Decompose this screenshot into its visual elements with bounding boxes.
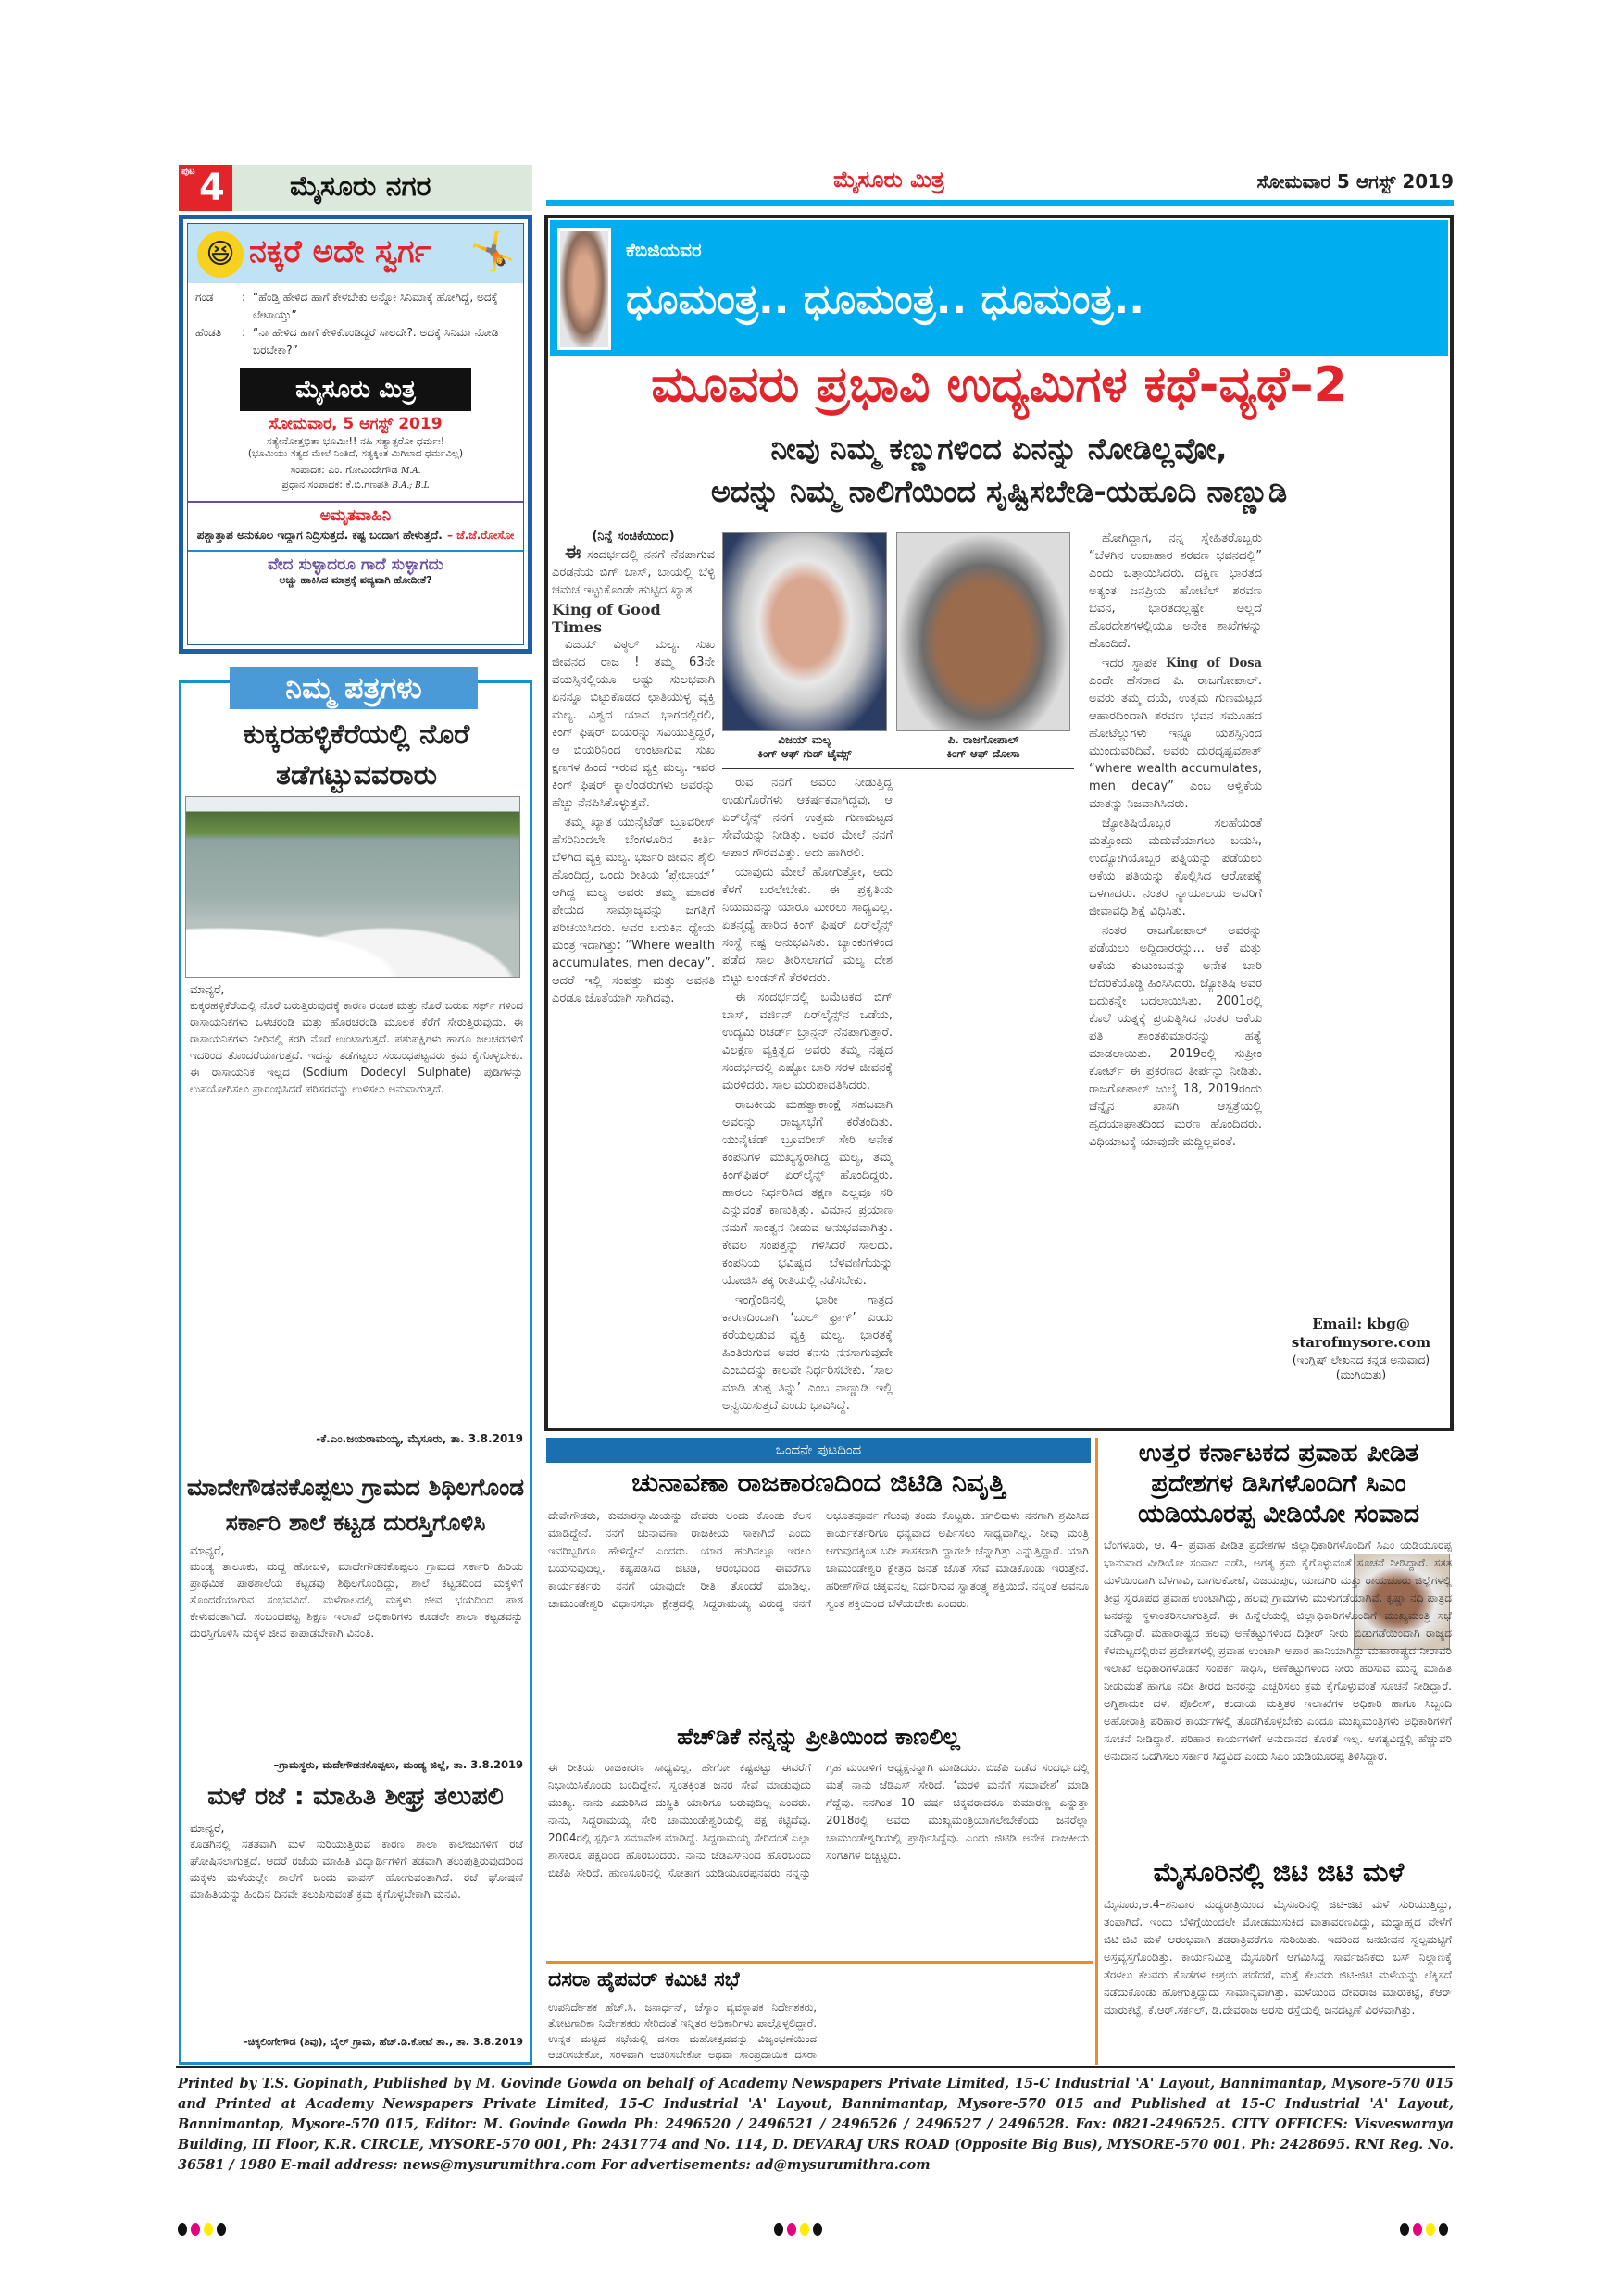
- letter-body: ಮಂಡ್ಯ ತಾಲೂಕು, ದುದ್ದ ಹೋಬಳಿ, ಮಾದೇಗೌಡನಕೊಪ್ಪಲು ಗ್ರಾಮದ ಸರ್ಕಾರಿ ಹಿರಿಯ ಪ್ರಾಥಮಿಕ ಪಾಠಶಾಲೆಯ ಕಟ್ಟಡವು ಶಿಥಿಲಗೊಂಡಿದ್ದು, ಶಾಲೆ ಕಟ್ಟಡದಿಂದ ಮಕ್ಕಳಿಗೆ ತೊಂದರೆಯಾಗುವ ಸಂಭವವಿದೆ. ಮಳೆಗಾಲದಲ್ಲಿ ಮಕ್ಕಳು ಜೀವ ಭಯದಿಂದ ಪಾಠ ಕೇಳುವಂತಾಗಿದೆ. ಸಂಬಂಧಪಟ್ಟ ಶಿಕ್ಷಣ ಇಲಾಖೆ ಅಧಿಕಾರಿಗಳು ಕೂಡಲೇ ಶಾಲಾ ಕಟ್ಟಡವನ್ನು ದುರಸ್ತಿಗೊಳಿಸಿ ಮಕ್ಕಳ ಜೀವ ಕಾಪಾಡಬೇಕಾಗಿ ವಿನಂತಿ.: [190, 1560, 523, 1640]
- proverb-text: ಅಚ್ಚು ಹಾಕಿಸಿದ ಮಾತ್ರಕ್ಕೆ ಪದ್ಯವಾಗಿ ಹೋದೀತೆ?: [279, 574, 432, 586]
- paragraph: ರುವ ನನಗೆ ಅವರು ನೀಡುತ್ತಿದ್ದ ಉಡುಗೊರೆಗಳು ಆಕರ್ಷಕವಾಗಿದ್ದವು. ಆ ಏರ್‌ಲೈನ್ಸ್ ನನಗೆ ಉತ್ತಮ ಗುಣಮಟ್ಟದ ಸೇವೆಯನ್ನು ನೀಡಿತ್ತು. ಅವರ ಮೇಲೆ ನನಗೆ ಅಪಾರ ಗೌರವವಿತ್ತು. ಅದು ಹಾಗಿರಲಿ.: [722, 776, 893, 860]
- chief-editor: ಪ್ರಧಾನ ಸಂಪಾದಕ: ಕೆ.ಬಿ.ಗಣಪತಿ: [281, 479, 389, 491]
- motto-translation: (ಭೂಮಿಯು ಸತ್ಯದ ಮೇಲೆ ನಿಂತಿದೆ, ಸತ್ಯಕ್ಕಿಂತ ಮಿಗಿಲಾದ ಧರ್ಮವಿಲ್ಲ): [247, 448, 464, 459]
- columnist-photo: [557, 228, 611, 350]
- vijay-mallya-photo: [722, 532, 887, 731]
- editor: ಸಂಪಾದಕ: ಎಂ. ಗೋವಿಂದೇಗೌಡ: [290, 464, 398, 476]
- header-date: ಸೋಮವಾರ 5 ಆಗಸ್ಟ್ 2019: [1256, 170, 1454, 193]
- letter-headline: ಮಾದೇಗೌಡನಕೊಪ್ಪಲು ಗ್ರಾಮದ ಶಿಥಿಲಗೊಂಡ ಸರ್ಕಾರಿ ಶಾಲೆ ಕಟ್ಟಡ ದುರಸ್ತಿಗೊಳಿಸಿ: [186, 1474, 525, 1536]
- paragraph: ಇಂಗ್ಲೆಂಡಿನಲ್ಲಿ ಭಾರೀ ಗಾತ್ರದ ಕಾರಣದಿಂದಾಗಿ ‘ಬುಲ್ ಫ್ರಾಗ್’ ಎಂದು ಕರೆಯಲ್ಪಡುವ ವ್ಯಕ್ತಿ ಮಲ್ಯ. ಭಾರತಕ್ಕೆ ಹಿಂತಿರುಗುವ ಅವರ ಕನಸು ನನಸಾಗುವುದೇ ಎಂಬುದನ್ನು ಕಾಲವೇ ನಿರ್ಧರಿಸಬೇಕು. ‘ಸಾಲ ಮಾಡಿ ತುಪ್ಪ ತಿನ್ನು’ ಎಂಬ ನಾಣ್ಣುಡಿ ಇಲ್ಲಿ ಅನ್ವಯಿಸುತ್ತದೆ ಎಂದು ಭಾವಿಸಿದ್ದೆ.: [722, 1293, 893, 1413]
- amrutavahini-title: ಅಮೃತವಾಹಿನಿ: [319, 506, 392, 525]
- letter-signature: -ಕೆ.ಎಂ.ಜಯರಾಮಯ್ಯ, ಮೈಸೂರು, ತಾ. 3.8.2019: [316, 1432, 523, 1445]
- letter-headline: ಮಳೆ ರಜೆ : ಮಾಹಿತಿ ಶೀಘ್ರ ತಲುಪಲಿ: [207, 1782, 504, 1811]
- story-body-continued: [822, 1968, 1089, 2063]
- story-body: ಮೈಸೂರು,ಆ.4–ಶನಿವಾರ ಮಧ್ಯರಾತ್ರಿಯಿಂದ ಮೈಸೂರಿನಲ್ಲಿ ಜಿಟಿ-ಜಿಟಿ ಮಳೆ ಸುರಿಯುತ್ತಿದ್ದು, ತಂಪಾಗಿದೆ. ಇಂದು ಬೆಳಿಗ್ಗೆಯಿಂದಲೇ ಮೋಡಮುಸುಕಿದ ವಾತಾವರಣವಿದ್ದು, ಮಧ್ಯಾಹ್ನದ ವೇಳೆಗೆ ಜಿಟಿ-ಜಿಟಿ ಮಳೆ ಆರಂಭವಾಗಿ ತಡರಾತ್ರಿವರೆಗೂ ಸುರಿಯಿತು. ಇದರಿಂದ ಜನಜೀವನ ಸ್ವಲ್ಪಮಟ್ಟಿಗೆ ಅಸ್ತವ್ಯಸ್ತಗೊಂಡಿತ್ತು. ಕಾರ್ಯನಿಮಿತ್ತ ಮೈಸೂರಿಗೆ ಆಗಮಿಸಿದ್ದ ಸಾರ್ವಜನಿಕರು ಬಸ್ ನಿಲ್ದಾಣಕ್ಕೆ ತೆರಳಲು ಕೆಲವರು ಕೊಡೆಗಳ ಆಶ್ರಯ ಪಡೆದರೆ, ಮತ್ತೆ ಕೆಲವರು ಜಿಟಿ-ಜಿಟಿ ಮಳೆಯನ್ನು ಲೆಕ್ಕಿಸದೆ ನಡೆದುಕೊಂಡು ಹೋಗುತ್ತಿದ್ದುದು ಸಾಮಾನ್ಯವಾಗಿತ್ತು. ಮಳೆಯಿಂದ ದೇವರಾಜ ಮಾರುಕಟ್ಟೆ, ಕೆಆರ್ ಮಾರುಕಟ್ಟೆ, ಕೆ.ಆರ್.ಸರ್ಕಲ್, ಡಿ.ದೇವರಾಜ ಅರಸು ರಸ್ತೆಯಲ್ಲಿ ಜನದಟ್ಟಣೆ ವಿರಳವಾಗಿತ್ತು.: [1104, 1898, 1452, 2016]
- feature-body-col23: [722, 774, 1076, 1422]
- letter-headline: ಕುಕ್ಕರಹಳ್ಳಿಕೆರೆಯಲ್ಲಿ ನೊರೆ ತಡೆಗಟ್ಟುವವರಾರು: [243, 718, 470, 792]
- letter-salutation: ಮಾನ್ಯರೆ,: [190, 1822, 225, 1836]
- divider: [722, 768, 1074, 769]
- column-banner: [550, 220, 1448, 356]
- letters-banner: ನಿಮ್ಮ ಪತ್ರಗಳು: [230, 667, 478, 709]
- story-subheadline: ಹೆಚ್‌ಡಿಕೆ ನನ್ನನ್ನು ಪ್ರೀತಿಯಿಂದ ಕಾಣಲಿಲ್ಲ: [677, 1724, 960, 1750]
- letter-salutation: ಮಾನ್ಯರೆ,: [190, 983, 225, 997]
- amrutavahini-quote: ಪಶ್ಚಾತ್ತಾಪ ಅನುಕೂಲ ಇದ್ದಾಗ ನಿದ್ರಿಸುತ್ತದೆ. ಕಷ್ಟ ಬಂದಾಗ ಹೇಳುತ್ತದೆ.: [196, 529, 443, 542]
- paragraph: ತಮ್ಮ ಖ್ಯಾತ ಯುನೈಟೆಡ್ ಬ್ರೂವರೀಸ್ ಹೆಸರಿನಿಂದಲೇ ಬೆಂಗಳೂರಿನ ಕೀರ್ತಿ ಬೆಳಗಿದ ವ್ಯಕ್ತಿ ಮಲ್ಯ. ಭರ್ಜರಿ ಜೀವನ ಶೈಲಿ ಹೊಂದಿದ್ದ, ಒಂದು ರೀತಿಯ ‘ಪ್ಲೇಬಾಯ್’ ಆಗಿದ್ದ ಮಲ್ಯ ಅವರು ತಮ್ಮ ಮಾದಕ ಪೇಯದ ಸಾಮ್ರಾಜ್ಯವನ್ನು ಜಗತ್ತಿಗೆ ಪರಿಚಯಿಸಿದರು. ಅವರ ಬದುಕಿನ ಧ್ಯೇಯ ಮಂತ್ರ ಇದಾಗಿತ್ತು: “Where wealth accumulates, men decay”. ಆದರೆ ಇಲ್ಲಿ ಸಂಪತ್ತು ಮತ್ತು ಅವನತಿ ಎರಡೂ ಜೊತೆಯಾಗಿ ಸಾಗಿದವು.: [552, 816, 715, 1005]
- joke-speaker: ಹೆಂಡತಿ: [195, 326, 222, 339]
- feature-body-col45: [1089, 530, 1448, 1270]
- editor-degree: M.A.: [401, 467, 421, 476]
- header-rule: [546, 200, 1454, 206]
- story-headline: ಮೈಸೂರಿನಲ್ಲಿ ಜಿಟಿ ಜಿಟಿ ಮಳೆ: [1153, 1856, 1405, 1888]
- proverb-title: ವೇದ ಸುಳ್ಳಾದರೂ ಗಾದೆ ಸುಳ್ಳಾಗದು: [268, 555, 443, 574]
- continued-note: (ನಿನ್ನೆ ಸಂಚಿಕೆಯಿಂದ): [592, 530, 675, 543]
- story-body: ಈ ರೀತಿಯ ರಾಜಕಾರಣ ಸಾಧ್ಯವಿಲ್ಲ. ಹೇಗೋ ಕಷ್ಟಪಟ್ಟು ಈವರೆಗೆ ನಿಭಾಯಿಸಿಕೊಂಡು ಬಂದಿದ್ದೇನೆ. ಸ್ವಂತಕ್ಕಿಂತ ಜನರ ಸೇವೆ ಮಾಡುವುದು ಮುಖ್ಯ. ನಾನು ಎದುರಿಸಿದ ದುಸ್ಥಿತಿ ಯಾರಿಗೂ ಬರುವುದಿಲ್ಲ ಎಂದರು. ನಾನು, ಸಿದ್ದರಾಮಯ್ಯ ಸೇರಿ ಚಾಮುಂಡೇಶ್ವರಿಯಲ್ಲಿ ಪಕ್ಷ ಕಟ್ಟಿದೆವು. 2004ರಲ್ಲಿ ಸ್ಪರ್ಧಿಸಿ ಸಮಾವೇಶ ಮಾಡಿದ್ದೆ. ಸಿದ್ದರಾಮಯ್ಯ ಸೇರಿದಂತೆ ಎಲ್ಲಾ ಶಾಸಕರೂ ಪಕ್ಷದಿಂದ ಹೊರಬಂದರು. ನಾನು ಜೆಡಿಎಸ್‌ನಿಂದ ಹೊರಬಂದು ಬಿಜೆಪಿ ಸೇರಿದೆ. ಹುಣಸೂರಿನಲ್ಲಿ ಸೋತಾಗ ಯಡಿಯೂರಪ್ಪನವರು ನನ್ನನ್ನು ಗೃಹ ಮಂಡಳಿಗೆ ಅಧ್ಯಕ್ಷನನ್ನಾಗಿ ಮಾಡಿದರು. ಬಿಜೆಪಿ ಒಡೆದ ಸಂದರ್ಭದಲ್ಲಿ ಮತ್ತೆ ನಾನು ಜೆಡಿಎಸ್ ಸೇರಿದೆ. ‘ಮರಳಿ ಮನೆಗೆ ಸಮಾವೇಶ’ ಮಾಡಿ ಗೆದ್ದೆವು. ನನಗಿಂತ 10 ವರ್ಷ ಚಿಕ್ಕವರಾದರೂ ಕುಮಾರಣ್ಣ ಎನ್ನುತ್ತಾ 2018ರಲ್ಲಿ ಅವರು ಮುಖ್ಯಮಂತ್ರಿಯಾಗಲೇಬೇಕೆಂದು ಜನರೆಲ್ಲಾ ಚಾಮುಂಡೇಶ್ವರಿಯಲ್ಲಿ ಪ್ರಾರ್ಥಿಸಿದ್ದೆವು. ಎಂದು ಜಿಟಿಡಿ ಅನೇಕ ರಾಜಕೀಯ ಸಂಗತಿಗಳ ಬಿಚ್ಚಿಟ್ಟರು.: [548, 1761, 1089, 1879]
- letter-body: ಕುಕ್ಕರಹಳ್ಳಿಕೆರೆಯಲ್ಲಿ ನೊರೆ ಬರುತ್ತಿರುವುದಕ್ಕೆ ಕಾರಣ ರಂಜಕ ಮತ್ತು ನೊರೆ ಬರುವ ಸರ್ಫ್ ಗಳಿಂದ ರಾಸಾಯನಿಕಗಳು ಒಳಚರಂಡಿ ಮತ್ತು ಹೊರಚರಂಡಿ ಮೂಲಕ ಕೆರೆಗೆ ಸೇರುತ್ತಿರುವುದು. ಈ ರಾಸಾಯನಿಕಗಳು ನೀರಿನಲ್ಲಿ ಕರಗಿ ನೊರೆ ಉಂಟಾಗುತ್ತದೆ. ಪಶುಪಕ್ಷಿಗಳು ಹಾಗೂ ಜಲಚರಗಳಿಗೆ ಇದರಿಂದ ತೊಂದರೆಯಾಗುತ್ತದೆ. ಇದನ್ನು ತಡೆಗಟ್ಟಲು ಸಂಬಂಧಪಟ್ಟವರು ಕ್ರಮ ಕೈಗೊಳ್ಳಬೇಕು. ಈ ರಾಸಾಯನಿಕ ಇಲ್ಲದ (Sodium Dodecyl Sulphate) ಪುಡಿಗಳನ್ನು ಉಪಯೋಗಿಸಲು ಪ್ರಾರಂಭಿಸಿದರೆ ಪರಿಸರವನ್ನು ಉಳಿಸಲು ಅನುವಾಗುತ್ತದೆ.: [190, 999, 523, 1095]
- feature-quote-line: ಅದನ್ನು ನಿಮ್ಮ ನಾಲಿಗೆಯಿಂದ ಸೃಷ್ಟಿಸಬೇಡಿ-ಯಹೂದಿ ನಾಣ್ಣುಡಿ: [710, 474, 1288, 509]
- photo-caption-name: ವಿಜಯ್ ಮಲ್ಯ: [778, 733, 831, 746]
- motto: ಸತ್ಯೇನೋತ್ತಭಿತಾ ಭೂಮಿಃ!! ನಹಿ ಸತ್ಯಾತ್ಪರೋ ಧರ್ಮಃ!: [266, 435, 445, 447]
- letter-salutation: ಮಾನ್ಯರೆ,: [190, 1544, 225, 1558]
- joke-title: ನಕ್ಕರೆ ಅದೇ ಸ್ವರ್ಗ: [249, 233, 431, 270]
- amrutavahini-author: – ಜೆ.ಜೆ.ರೋಸೋ: [446, 529, 515, 542]
- english-highlight: King of Good Times: [552, 601, 661, 636]
- paragraph: ಯಾವುದು ಮೇಲೆ ಹೋಗುತ್ತೋ, ಅದು ಕೆಳಗೆ ಬರಲೇಬೇಕು. ಈ ಪ್ರಕೃತಿಯ ನಿಯಮವನ್ನು ಯಾರೂ ಮೀರಲು ಸಾಧ್ಯವಿಲ್ಲ. ಏತನ್ಮಧ್ಯೆ ಹಾರಿದ ಕಿಂಗ್ ಫಿಷರ್ ಏರ್‌ಲೈನ್ಸ್ ಸಂಸ್ಥೆ ನಷ್ಟ ಅನುಭವಿಸಿತು. ಬ್ಯಾಂಕುಗಳಿಂದ ಪಡೆದ ಸಾಲ ತೀರಿಸಲಾಗದೆ ಮಲ್ಯ ದೇಶ ಬಿಟ್ಟು ಲಂಡನ್‌ಗೆ ತೆರಳಿದರು.: [722, 866, 893, 985]
- masthead: ಮೈಸೂರು ಮಿತ್ರ: [833, 167, 944, 193]
- column-title: ಧೂಮಂತ್ರ.. ಧೂಮಂತ್ರ.. ಧೂಮಂತ್ರ..: [626, 276, 1144, 323]
- page-number: 4: [199, 167, 225, 209]
- feature-body-col1: [552, 543, 715, 1418]
- footer-rule: [176, 2066, 1455, 2068]
- story-body: ದೇವೇಗೌಡರು, ಕುಮಾರಸ್ವಾಮಿಯನ್ನು ದೇವರು ಅಂದು ಕೊಂಡು ಕೆಲಸ ಮಾಡಿದ್ದೇನೆ. ನನಗೆ ಚುನಾವಣಾ ರಾಜಕೀಯ ಸಾಕಾಗಿದೆ ಎಂದು ಇವರಿಬ್ಬರಿಗೂ ಹೇಳಿದ್ದೇನೆ ಎಂದರು. ಯಾರ ಹಂಗಿನಲ್ಲೂ ಇರಲು ಬಯಸುವುದಿಲ್ಲ. ಕಷ್ಟಪಡಿಸಿದ ಜಿಟಿಡಿ, ಆರಂಭದಿಂದ ಈವರೆಗೂ ಕಾರ್ಯಕರ್ತರು ನನಗೆ ಯಾವುದೇ ರೀತಿ ತೊಂದರೆ ಮಾಡಿಲ್ಲ. ಚಾಮುಂಡೇಶ್ವರಿ ವಿಧಾನಸಭಾ ಕ್ಷೇತ್ರದಲ್ಲಿ ಸಿದ್ದರಾಮಯ್ಯ ವಿರುದ್ಧ ನನಗೆ ಅಭೂತಪೂರ್ವ ಗೆಲುವು ತಂದು ಕೊಟ್ಟರು. ಹಗಲಿರುಳು ನನಗಾಗಿ ಶ್ರಮಿಸಿದ ಕಾರ್ಯಕರ್ತರಿಗೂ ಧನ್ಯವಾದ ಅರ್ಪಿಸಲು ಸಾಧ್ಯವಾಗಿಲ್ಲ. ನೀವು ಮಂತ್ರಿ ಆಗುವುದಕ್ಕಿಂತ ಬರೀ ಶಾಸಕರಾಗಿ ದ್ದಾಗಲೇ ಚೆನ್ನಾಗಿತ್ತು ಎನ್ನುತ್ತಿದ್ದಾರೆ. ಯಾಗಿ ಚಾಮುಂಡೇಶ್ವರಿ ಕ್ಷೇತ್ರದ ಜನತೆ ಜೊತೆ ಸೇವೆ ಮಾಡಿಕೊಂಡು ಇರುತ್ತೇನೆ. ಹರೀಶ್‌ಗೌಡ ಚಿಕ್ಕವನಲ್ಲ ನಿರ್ಧರಿಸುವ ಸ್ವಾತಂತ್ರ್ಯ ಶಕ್ತಿಯಿದೆ. ನನ್ನಂತೆ ಅವನೂ ಸ್ವಂತ ಶಕ್ತಿಯಿಂದ ಬೆಳೆಯಬೇಕು ಎಂದರು.: [548, 1509, 1089, 1610]
- page-number-badge: [179, 165, 232, 211]
- paragraph: ಇದರ ಸ್ಥಾಪಕ: [1102, 656, 1157, 670]
- english-highlight: King of Dosa: [1166, 656, 1262, 670]
- paragraph: ಎಂದೇ ಹೆಸರಾದ ಪಿ. ರಾಜಗೋಪಾಲ್. ಅವರು ತಮ್ಮ ದಯೆ, ಉತ್ತಮ ಗುಣಮಟ್ಟದ ಆಹಾರದಿಂದಾಗಿ ಶರವಣ ಭವನ ಸಮೂಹದ ಹೋಟೆಲ್ಲುಗಳು ಇನ್ನೂ ಯಶಸ್ಸಿನಿಂದ ಮುಂದುವರಿದಿವೆ. ಅವರು ದುರದೃಷ್ಟವಶಾತ್ “where wealth accumulates, men decay” ಎಂಬ ಆಳ್ವಿಕೆಯ ಮಾತನ್ನು ನಿಜವಾಗಿಸಿದರು.: [1089, 674, 1262, 811]
- paragraph: ರಾಜಕೀಯ ಮಹತ್ವಾಕಾಂಕ್ಷೆ ಸಹಜವಾಗಿ ಅವರನ್ನು ರಾಜ್ಯಸಭೆಗೆ ಕರೆತಂದಿತು. ಯುನೈಟೆಡ್ ಬ್ರೂವರೀಸ್ ಸೇರಿ ಅನೇಕ ಕಂಪನಿಗಳ ಮುಖ್ಯಸ್ಥರಾಗಿದ್ದ ಮಲ್ಯ, ತಮ್ಮ ಕಿಂಗ್‌ಫಿಷರ್ ಏರ್‌ಲೈನ್ಸ್ ಹೊಂದಿದ್ದರು. ಹಾರಲು ನಿರ್ಧರಿಸಿದ ತಕ್ಷಣ ಎಲ್ಲವೂ ಸರಿ ಎನ್ನುವಂತೆ ಕಾಣುತ್ತಿತ್ತು. ವಿಮಾನ ಪ್ರಯಾಣ ನಮಗೆ ಸಾಂತ್ವನ ನೀಡುವ ಅನುಭವವಾಗಿತ್ತು. ಕೇವಲ ಸಂಪತ್ತನ್ನು ಗಳಿಸಿದರೆ ಸಾಲದು. ಕಂಪನಿಯ ಭವಿಷ್ಯದ ಬೆಳವಣಿಗೆಯನ್ನು ಯೋಜಿಸಿ ತಕ್ಕ ರೀತಿಯಲ್ಲಿ ನಡೆಸಬೇಕು.: [722, 1098, 893, 1288]
- photo-caption-name: ಪಿ. ರಾಜಗೋಪಾಲ್: [947, 733, 1019, 746]
- feature-headline: ಮೂವರು ಪ್ರಭಾವಿ ಉದ್ಯಮಿಗಳ ಕಥೆ-ವ್ಯಥೆ–2: [651, 357, 1347, 413]
- divider: [546, 1961, 1093, 1964]
- letter-signature: –ಗ್ರಾಮಸ್ಥರು, ಮದೇಗೌಡನಕೊಪ್ಪಲು, ಮಂಡ್ಯ ಜಿಲ್ಲೆ, ತಾ. 3.8.2019: [273, 1758, 523, 1771]
- letter-signature: –ಚಿಕ್ಕಲಿಂಗೇಗೌಡ (ಶಿವು), ಬೈಲ್ ಗ್ರಾಮ, ಹೆಚ್.ಡಿ.ಕೋಟೆ ತಾ., ತಾ. 3.8.2019: [243, 2036, 523, 2048]
- column-kicker: ಕೆಬಿಜಿಯವರ: [626, 239, 702, 261]
- photo-caption-title: ಕಿಂಗ್ ಆಫ್ ದೋಸಾ: [946, 747, 1020, 760]
- feature-quote-line: ನೀವು ನಿಮ್ಮ ಕಣ್ಣುಗಳಿಂದ ಏನನ್ನು ನೋಡಿಲ್ಲವೋ,: [770, 431, 1228, 467]
- chief-editor-degree: B.A.; B.L: [392, 481, 430, 491]
- translation-note: (ಇಂಗ್ಲಿಷ್ ಲೇಖನದ ಕನ್ನಡ ಅನುವಾದ): [1292, 1354, 1430, 1366]
- lake-foam-photo: [185, 796, 520, 978]
- registration-marks: [1400, 2222, 1452, 2240]
- joke-title-band: [188, 224, 523, 283]
- joke-speaker: ಗಂಡ: [195, 291, 214, 304]
- registration-marks: [178, 2222, 230, 2240]
- masthead-date: ಸೋಮವಾರ, 5 ಆಗಸ್ಟ್ 2019: [269, 415, 443, 433]
- story-headline: ಚುನಾವಣಾ ರಾಜಕಾರಣದಿಂದ ಜಿಟಿಡಿ ನಿವೃತ್ತಿ: [631, 1466, 1006, 1498]
- paragraph: ಈ ಸಂದರ್ಭದಲ್ಲಿ ಬಮೆಟಕದ ಬಿಗ್ ಬಾಸ್, ವರ್ಜಿನ್ ಏರ್‌ಲೈನ್ಸ್‌ನ ಒಡೆಯ, ಉದ್ಯಮಿ ರಿಚರ್ಡ್ ಬ್ರಾನ್ಸನ್ ನೆನಪಾಗುತ್ತಾರೆ. ವಿಲಕ್ಷಣ ವ್ಯಕ್ತಿತ್ವದ ಅವರು ತಮ್ಮ ನಷ್ಟದ ಸಂದರ್ಭದಲ್ಲಿ ಎಷ್ಟೋ ಬಾರಿ ಸರಳ ಜೀವನಕ್ಕೆ ಮರಳಿದರು. ಸಾಲ ಮರುಪಾವತಿಸಿದರು.: [722, 991, 893, 1092]
- letter-body: ಕೊಡಗಿನಲ್ಲಿ ಸತತವಾಗಿ ಮಳೆ ಸುರಿಯುತ್ತಿರುವ ಕಾರಣ ಶಾಲಾ ಕಾಲೇಜುಗಳಿಗೆ ರಜೆ ಘೋಷಿಸಲಾಗುತ್ತದೆ. ಆದರೆ ರಜೆಯ ಮಾಹಿತಿ ವಿದ್ಯಾರ್ಥಿಗಳಿಗೆ ತಡವಾಗಿ ತಲುಪುತ್ತಿರುವುದರಿಂದ ಮಕ್ಕಳು ಮಳೆಯಲ್ಲೇ ಶಾಲೆಗೆ ಬಂದು ವಾಪಸ್ ಹೋಗುವಂತಾಗಿದೆ. ರಜೆ ಘೋಷಣೆ ಮಾಹಿತಿಯನ್ನು ಹಿಂದಿನ ದಿನವೇ ತಲುಪಿಸುವಂತೆ ಕ್ರಮ ಕೈಗೊಳ್ಳಬೇಕಾಗಿ ಮನವಿ.: [190, 1838, 523, 1901]
- paragraph: ಹೋಗಿದ್ದಾಗ, ನನ್ನ ಸ್ನೇಹಿತರೊಬ್ಬರು “ಬೆಳಗಿನ ಉಪಾಹಾರ ಶರವಣ ಭವನದಲ್ಲಿ” ಎಂದು ಒತ್ತಾಯಿಸಿದರು. ದಕ್ಷಿಣ ಭಾರತದ ಅತ್ಯಂತ ಜನಪ್ರಿಯ ಹೋಟೆಲ್ ಶರವಣ ಭವನ, ಭಾರತದಲ್ಲಷ್ಟೇ ಅಲ್ಲದೆ ಹೊರದೇಶಗಳಲ್ಲಿಯೂ ಅನೇಕ ಶಾಖೆಗಳನ್ನು ಹೊಂದಿದೆ.: [1089, 531, 1262, 651]
- joke-line: “ಹೆಂಡ್ತಿ ಹೇಳಿದ ಹಾಗೆ ಕೇಳಬೇಕು ಅನ್ನೋ ಸಿನಿಮಾಕ್ಕೆ ಹೋಗಿದ್ದೆ, ಅದಕ್ಕೆ ಲೇಟಾಯ್ತು”: [253, 291, 498, 321]
- author-email[interactable]: Email: kbg@ starofmysore.com: [1291, 1316, 1431, 1351]
- drop-cap: ಈ: [565, 543, 581, 563]
- column-divider: [1095, 1438, 1098, 2065]
- masthead-logo: ಮೈಸೂರು ಮಿತ್ರ: [240, 368, 471, 411]
- paragraph: ವಿಜಯ್ ವಿಠ್ಠಲ್ ಮಲ್ಯ. ಸುಖ ಜೀವನದ ರಾಜ ! ತಮ್ಮ 63ನೇ ವಯಸ್ಸಿನಲ್ಲಿಯೂ ಅಷ್ಟು ಸುಲಭವಾಗಿ ಏನನ್ನೂ ಬಿಟ್ಟುಕೊಡದ ಛಾತಿಯುಳ್ಳ ವ್ಯಕ್ತಿ ಮಲ್ಯ. ವಿಶ್ವದ ಯಾವ ಭಾಗದಲ್ಲಿರಲಿ, ಕಿಂಗ್ ಫಿಷರ್ ಬಿಯರನ್ನು ಸವಿಯುತ್ತಿದ್ದರೆ, ಆ ಬಿಯರಿನಿಂದ ಉಂಟಾಗುವ ಸುಖ ಕ್ಷಣಗಳ ಹಿಂದೆ ಇರುವ ವ್ಯಕ್ತಿ ಮಲ್ಯ. ಇವರ ಕಿಂಗ್ ಫಿಷರ್ ಕ್ಯಾಲೆಂಡರುಗಳು ಅವರನ್ನು ಹೆಚ್ಚು ನೆನಪಿಸಿಕೊಳ್ಳುತ್ತವೆ.: [552, 638, 715, 810]
- story-body: ಉಪನಿರ್ದೇಶಕ ಹೆಚ್.ಸಿ. ಜನಾರ್ಧನ್, ಚೆಸ್ಕಾಂ ವ್ಯವಸ್ಥಾಪಕ ನಿರ್ದೇಶಕರು, ತೋಟಗಾರಿಕಾ ನಿರ್ದೇಶಕರು ಸೇರಿದಂತೆ ಇನ್ನಿತರ ಅಧಿಕಾರಿಗಳು ಪಾಲ್ಗೊಳ್ಳಲಿದ್ದಾರೆ. ಉನ್ನತ ಮಟ್ಟದ ಸಭೆಯಲ್ಲಿ ದಸರಾ ಮಹೋತ್ಸವವನ್ನು ವಿಜೃಂಭಣೆಯಿಂದ ಆಚರಿಸಬೇಕೋ, ಸರಳವಾಗಿ ಆಚರಿಸಬೇಕೋ ಅಥವಾ ಸಾಂಪ್ರದಾಯಿಕ ದಸರಾ: [548, 2001, 817, 2061]
- cartoon-figure-icon: 🤸: [469, 231, 516, 273]
- page-label: ಪುಟ: [181, 167, 195, 177]
- section-title: ಮೈಸೂರು ನಗರ: [232, 165, 532, 211]
- end-note: (ಮುಗಿಯಿತು): [1335, 1368, 1387, 1381]
- imprint: Printed by T.S. Gopinath, Published by M. Govinde Gowda on behalf of Academy Newspapers Private Limited, 15-C Industrial 'A' Layout, Bannimantap, Mysore-570 015 and Printed at Academy Newspapers Private Limited, 15-C Industrial 'A' Layout, Bannimantap, Mysore-570 015 and Published at 15-C Industrial 'A' Layout, Bannimantap, Mysore-570 015, Editor: M. Govinde Gowda Ph: 2496520 / 2496521 / 2496526 / 2496527 / 2496528. Fax: 0821-2496525. CITY OFFICES: Visveswaraya Building, III Floor, K.R. CIRCLE, MYSORE-570 001, Ph: 2431774 and No. 114, D. DEVARAJ URS ROAD (Opposite Big Bus), MYSORE-570 001. Ph: 2428695. RNI Reg. No. 36581 / 1980 E-mail address: news@mysurumithra.com For advertisements: ad@mysurumithra.com: [178, 2074, 1454, 2176]
- paragraph: ಸಂದರ್ಭದಲ್ಲಿ ನನಗೆ ನೆನಪಾಗುವ ಎರಡನೆಯ ಬಿಗ್ ಬಾಸ್, ಬಾಯಲ್ಲಿ ಬೆಳ್ಳಿ ಚಮಚ ಇಟ್ಟುಕೊಂಡೇ ಹುಟ್ಟಿದ ಖ್ಯಾತ: [552, 548, 715, 597]
- story-headline: ಉತ್ತರ ಕರ್ನಾಟಕದ ಪ್ರವಾಹ ಪೀಡಿತ ಪ್ರದೇಶಗಳ ಡಿಸಿಗಳೊಂದಿಗೆ ಸಿಎಂ ಯಡಿಯೂರಪ್ಪ ವೀಡಿಯೋ ಸಂವಾದ: [1137, 1439, 1420, 1529]
- laughing-face-icon: 😆: [197, 231, 244, 278]
- p-rajagopal-photo: [896, 532, 1070, 731]
- registration-marks: [774, 2222, 826, 2240]
- paragraph: ನಂತರ ರಾಜಗೋಪಾಲ್ ಅವರನ್ನು ಪಡೆಯಲು ಅದ್ದಿದಾರರನ್ನು... ಆಕೆ ಮತ್ತು ಆಕೆಯ ಕುಟುಂಬವನ್ನು ಅನೇಕ ಬಾರಿ ಬೆದರಿಕೆಯೊಡ್ಡಿ ಹಿಂಸಿಸಿದರು. ಜ್ಯೋತಿಷಿ ಅವರ ಬದುಕನ್ನೇ ಬದಲಾಯಿಸಿತು. 2001ರಲ್ಲಿ ಕೊಲೆ ಯತ್ನಕ್ಕೆ ಪ್ರಯತ್ನಿಸಿದ ನಂತರ ಆಕೆಯ ಪತಿ ಶಾಂತಕುಮಾರನನ್ನು ಹತ್ಯೆ ಮಾಡಲಾಯಿತು. 2019ರಲ್ಲಿ ಸುಪ್ರೀಂ ಕೋರ್ಟ್ ಈ ಪ್ರಕರಣದ ತೀರ್ಪನ್ನು ನೀಡಿತು. ರಾಜಗೋಪಾಲ್ ಜುಲೈ 18, 2019ರಂದು ಚೆನ್ನೈನ ಖಾಸಗಿ ಆಸ್ಪತ್ರೆಯಲ್ಲಿ ಹೃದಯಾಘಾತದಿಂದ ಮರಣ ಹೊಂದಿದರು. ವಿಧಿಯಾಟಕ್ಕೆ ಯಾವುದೇ ಮದ್ದಿಲ್ಲವಂತೆ.: [1089, 924, 1262, 1149]
- story-headline: ದಸರಾ ಹೈಪವರ್ ಕಮಿಟಿ ಸಭೆ: [548, 1968, 740, 1991]
- joke-box: 😆 ನಕ್ಕರೆ ಅದೇ ಸ್ವರ್ಗ 🤸 ಗಂಡ : “ಹೆಂಡ್ತಿ ಹೇಳಿದ ಹಾಗೆ ಕೇಳಬೇಕು ಅನ್ನೋ ಸಿನಿಮಾಕ್ಕೆ ಹೋಗಿದ್ದೆ, ಅದಕ್ಕೆ ಲೇಟಾಯ್ತು” ಹೆಂಡತಿ : “ನಾ ಹೇಳಿದ ಹಾಗೆ ಕೇಳಿಕೊಂಡಿದ್ದರೆ ಸಾಲದೇ?. ಅದಕ್ಕೆ ಸಿನಿಮಾ ನೋಡಿ ಬರಬೇಕಾ?” ಮೈಸೂರು ಮಿತ್ರ ಸೋಮವಾರ, 5 ಆಗಸ್ಟ್ 2019 ಸತ್ಯೇನೋತ್ತಭಿತಾ ಭೂಮಿಃ!! ನಹಿ ಸತ್ಯಾತ್ಪರೋ ಧರ್ಮಃ! (ಭೂಮಿಯು ಸತ್ಯದ ಮೇಲೆ ನಿಂತಿದೆ, ಸತ್ಯಕ್ಕಿಂತ ಮಿಗಿಲಾದ ಧರ್ಮವಿಲ್ಲ) ಸಂಪಾದಕ: ಎಂ. ಗೋವಿಂದೇಗೌಡ M.A. ಪ್ರಧಾನ ಸಂಪಾದಕ: ಕೆ.ಬಿ.ಗಣಪತಿ B.A.; B.L ಅಮೃತವಾಹಿನಿ ಪಶ್ಚಾತ್ತಾಪ ಅನುಕೂಲ ಇದ್ದಾಗ ನಿದ್ರಿಸುತ್ತದೆ. ಕಷ್ಟ ಬಂದಾಗ ಹೇಳುತ್ತದೆ. – ಜೆ.ಜೆ.ರೋಸೋ ವೇದ ಸುಳ್ಳಾದರೂ ಗಾದೆ ಸುಳ್ಳಾಗದು ಅಚ್ಚು ಹಾಕಿಸಿದ ಮಾತ್ರಕ್ಕೆ ಪದ್ಯವಾಗಿ ಹೋದೀತೆ?: [179, 215, 532, 654]
- joke-line: “ನಾ ಹೇಳಿದ ಹಾಗೆ ಕೇಳಿಕೊಂಡಿದ್ದರೆ ಸಾಲದೇ?. ಅದಕ್ಕೆ ಸಿನಿಮಾ ನೋಡಿ ಬರಬೇಕಾ?”: [253, 326, 499, 356]
- story-body: ಬೆಂಗಳೂರು, ಆ. 4– ಪ್ರವಾಹ ಪೀಡಿತ ಪ್ರದೇಶಗಳ ಜಿಲ್ಲಾಧಿಕಾರಿಗಳೊಂದಿಗೆ ಸಿಎಂ ಯಡಿಯೂರಪ್ಪ ಭಾನುವಾರ ವೀಡಿಯೋ ಸಂವಾದ ನಡೆಸಿ, ಅಗತ್ಯ ಕ್ರಮ ಕೈಗೊಳ್ಳುವಂತೆ ಸೂಚನೆ ನೀಡಿದ್ದಾರೆ. ಸತತ ಮಳೆಯಿಂದಾಗಿ ಬೆಳಗಾವಿ, ಬಾಗಲಕೋಟೆ, ವಿಜಯಪುರ, ಯಾದಗಿರಿ ಮತ್ತು ರಾಯಚೂರು ಜಿಲ್ಲೆಗಳಲ್ಲಿ ತೀವ್ರ ಸ್ವರೂಪದ ಪ್ರವಾಹ ಉಂಟಾಗಿದ್ದು, ಹಲವು ಗ್ರಾಮಗಳು ಮುಳುಗಡೆಯಾಗಿವೆ. ಕೃಷ್ಣಾ ನದಿ ಪಾತ್ರದ ಜನರನ್ನು ಸ್ಥಳಾಂತರಿಸಲಾಗುತ್ತಿದೆ. ಈ ಹಿನ್ನೆಲೆಯಲ್ಲಿ ಜಿಲ್ಲಾಧಿಕಾರಿಗಳೊಂದಿಗೆ ಮುಖ್ಯಮಂತ್ರಿ ಸಭೆ ನಡೆಸಿದ್ದಾರೆ. ಮಹಾರಾಷ್ಟ್ರದ ಹಲವು ಅಣೆಕಟ್ಟುಗಳಿಂದ ದಿಢೀರ್ ನೀರು ಬಿಡುಗಡೆಯಿಂದಾಗಿ ರಾಜ್ಯದ ಕೆಳಮಟ್ಟದಲ್ಲಿರುವ ಪ್ರದೇಶಗಳಲ್ಲಿ ಪ್ರವಾಹ ಉಂಟಾಗಿ ಅಪಾರ ಹಾನಿಯಾಗಿದ್ದು ಮಹಾರಾಷ್ಟ್ರದ ನೀರಾವರಿ ಇಲಾಖೆ ಅಧಿಕಾರಿಗಳೊಡನೆ ಸಂಪರ್ಕ ಸಾಧಿಸಿ, ಅಣೆಕಟ್ಟುಗಳಿಂದ ನೀರು ಹರಿಸುವ ಮುನ್ನ ಮಾಹಿತಿ ನೀಡುವಂತೆ ಹಾಗೂ ನದೀ ತೀರದ ಜನರನ್ನು ಎಚ್ಚರಿಸಲು ಕ್ರಮ ಕೈಗೊಳ್ಳುವಂತೆ ಸೂಚನೆ ನೀಡಿದ್ದಾರೆ. ಅಗ್ನಿಶಾಮಕ ದಳ, ಪೊಲೀಸ್, ಕಂದಾಯ ಮತ್ತಿತರ ಇಲಾಖೆಗಳ ಅಧಿಕಾರಿ ಹಾಗೂ ಸಿಬ್ಬಂದಿ ಅಹೋರಾತ್ರಿ ಪರಿಹಾರ ಕಾರ್ಯಗಳಲ್ಲಿ ತೊಡಗಿಕೊಳ್ಳಬೇಕು ಎಂದೂ ಮುಖ್ಯಮಂತ್ರಿಗಳು ಅಧಿಕಾರಿಗಳಿಗೆ ಸೂಚನೆ ನೀಡಿದ್ದಾರೆ. ಪರಿಹಾರ ಕಾರ್ಯಗಳಿಗೆ ಅನುದಾನದ ಕೊರತೆ ಇಲ್ಲ. ಅಗತ್ಯವಿದ್ದಲ್ಲಿ ಹೆಚ್ಚುವರಿ ಅನುದಾನ ಒದಗಿಸಲು ಸರ್ಕಾರ ಸಿದ್ಧವಿದೆ ಎಂದು ಸಿಎಂ ಯಡಿಯೂರಪ್ಪ ತಿಳಿಸಿದ್ದಾರೆ.: [1104, 1539, 1452, 1763]
- paragraph: ಜ್ಯೋತಿಷಿಯೊಬ್ಬರ ಸಲಹೆಯಂತೆ ಮತ್ತೊಂದು ಮದುವೆಯಾಗಲು ಬಯಸಿ, ಉದ್ಯೋಗಿಯೊಬ್ಬರ ಪತ್ನಿಯನ್ನು ಪಡೆಯಲು ಆಕೆಯ ಪತಿಯನ್ನು ಕೊಲ್ಲಿಸಿದ ಆರೋಪಕ್ಕೆ ಒಳಗಾದರು. ನಂತರ ನ್ಯಾಯಾಲಯ ಅವರಿಗೆ ಜೀವಾವಧಿ ಶಿಕ್ಷೆ ವಿಧಿಸಿತು.: [1089, 817, 1262, 918]
- photo-caption-title: ಕಿಂಗ್ ಆಫ್ ಗುಡ್ ಟೈಮ್ಸ್: [757, 747, 852, 760]
- continued-from-page-one-band: ಒಂದನೇ ಪುಟದಿಂದ: [546, 1438, 1091, 1463]
